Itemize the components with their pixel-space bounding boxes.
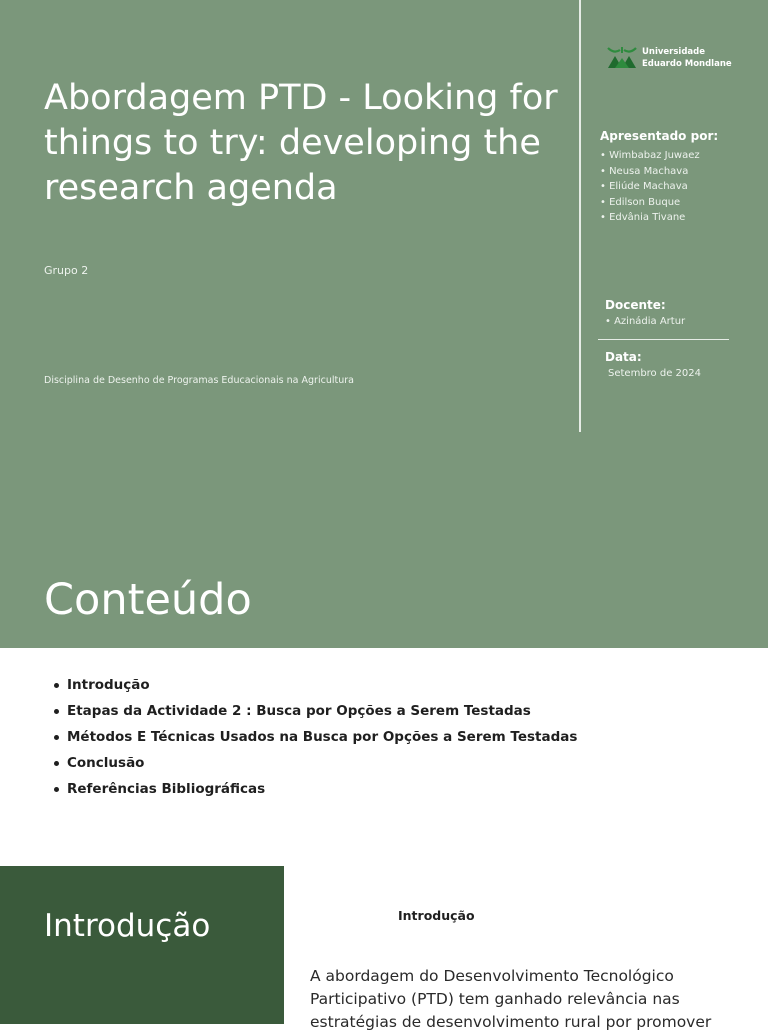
horizontal-divider (598, 339, 729, 340)
contents-item (54, 724, 577, 750)
contents-item-label: Referências Bibliográficas (67, 781, 266, 797)
contents-list (54, 672, 577, 802)
contents-item-label: Conclusão (67, 755, 145, 771)
bullet-icon (54, 761, 59, 766)
presenters-list (600, 148, 700, 226)
university-name (642, 46, 732, 70)
contents-item-label: Introdução (67, 677, 150, 693)
bullet-icon (54, 735, 59, 740)
discipline-label: Disciplina de Desenho de Programas Educacionais na Agricultura (44, 375, 354, 386)
university-name-line1: Universidade (642, 47, 706, 57)
contents-item-label: Etapas da Actividade 2 : Busca por Opções a Serem Testadas (67, 703, 531, 719)
intro-subtitle: Introdução (398, 908, 475, 923)
bullet-icon (54, 787, 59, 792)
university-logo (606, 44, 732, 72)
date-value: Setembro de 2024 (608, 368, 701, 379)
teacher-name: • Azinádia Artur (605, 316, 686, 327)
bullet-icon (54, 683, 59, 688)
contents-item (54, 672, 577, 698)
contents-title: Conteúdo (44, 575, 252, 625)
presenter-item: • Wimbabaz Juwaez (600, 150, 700, 161)
date-label: Data: (605, 350, 642, 364)
university-name-line2: Eduardo Mondlane (642, 59, 732, 69)
bullet-icon (54, 709, 59, 714)
presenter-item: • Eliúde Machava (600, 181, 688, 193)
group-label: Grupo 2 (44, 264, 89, 277)
intro-body: A abordagem do Desenvolvimento Tecnológico Participativo (PTD) tem ganhado relevância nas estratégias de desenvolvimento rural por promover (310, 967, 712, 1031)
presenter-item: • Edilson Buque (600, 196, 681, 208)
presenter-item: • Neusa Machava (600, 165, 689, 177)
contents-item (54, 776, 577, 802)
contents-item-label: Métodos E Técnicas Usados na Busca por Opções a Serem Testadas (67, 729, 578, 745)
contents-item (54, 750, 577, 776)
presented-by-label: Apresentado por: (600, 129, 719, 143)
teacher-label: Docente: (605, 298, 666, 312)
vertical-divider (579, 0, 581, 432)
presenter-item: • Edvânia Tivane (600, 212, 686, 224)
presentation-title: Abordagem PTD - Looking for things to try: developing the research agenda (44, 78, 558, 208)
intro-title: Introdução (44, 908, 211, 944)
contents-item (54, 698, 577, 724)
university-logo-icon (606, 44, 638, 72)
